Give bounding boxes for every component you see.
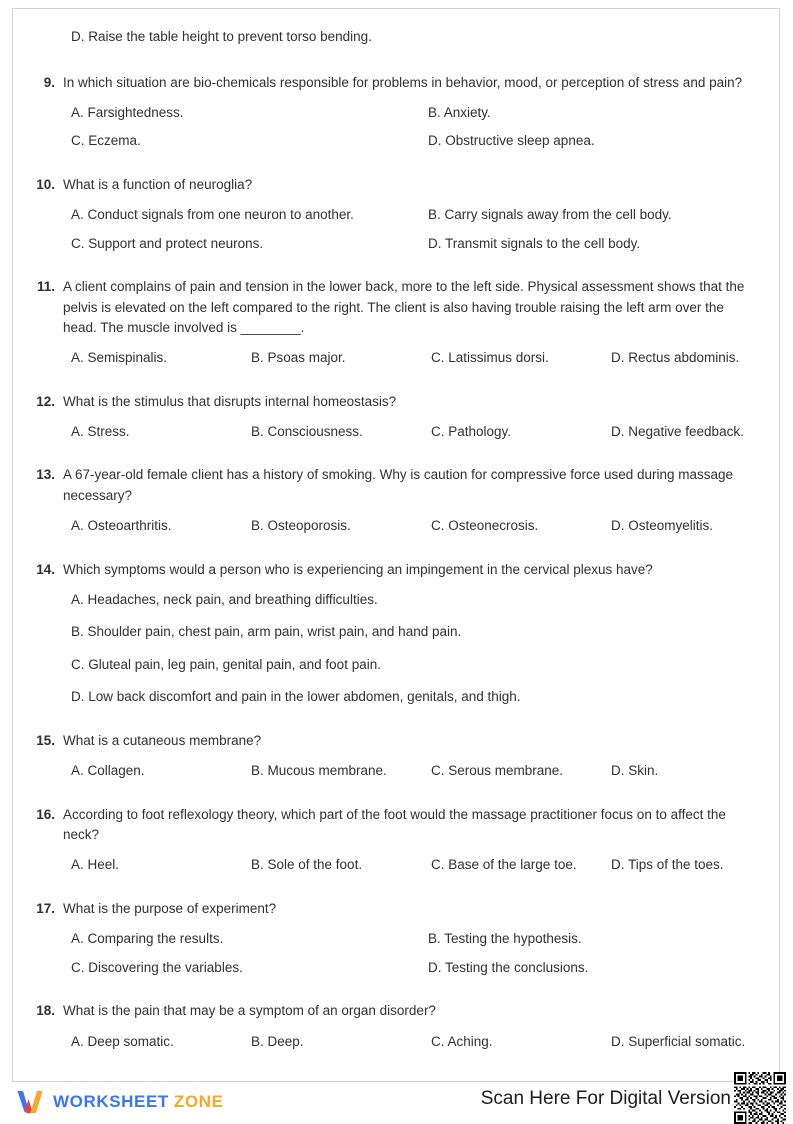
answer-option[interactable]: D. Skin. — [611, 763, 659, 779]
question-header — [35, 175, 757, 195]
answer-options — [35, 855, 757, 875]
answer-option[interactable]: A. Farsightedness. — [71, 104, 184, 120]
question-header — [35, 1001, 757, 1021]
question-header — [35, 731, 757, 751]
question-block — [35, 731, 757, 781]
answer-option[interactable]: A. Semispinalis. — [71, 350, 168, 366]
logo-text-zone: ZONE — [173, 1092, 224, 1111]
answer-option[interactable]: C. Support and protect neurons. — [71, 235, 264, 251]
question-text: What is a cutaneous membrane? — [63, 733, 262, 748]
question-block — [35, 175, 757, 253]
question-header — [35, 560, 757, 580]
page-footer — [0, 1082, 793, 1122]
question-number: 14. — [36, 561, 55, 577]
answer-option[interactable]: B. Testing the hypothesis. — [428, 931, 582, 947]
answer-option-row — [71, 516, 757, 536]
question-header — [35, 392, 757, 412]
question-text: In which situation are bio-chemicals responsible for problems in behavior, mood, or perception of stress and pain? — [63, 74, 743, 90]
answer-options — [35, 929, 757, 977]
qr-code-icon[interactable] — [734, 1072, 786, 1124]
question-text: A client complains of pain and tension in the lower back, more to the left side. Physical assessment shows that the pelvis is elevated on the left compared to the right. The client is also having trouble raising the left arm over the head. The muscle involved is ________. — [63, 279, 745, 335]
answer-option-row — [71, 205, 757, 225]
answer-option-row — [71, 234, 757, 254]
answer-option[interactable]: B. Consciousness. — [251, 423, 363, 439]
answer-option[interactable]: C. Pathology. — [431, 423, 512, 439]
answer-option[interactable]: A. Stress. — [71, 423, 130, 439]
answer-option[interactable]: B. Sole of the foot. — [251, 857, 363, 873]
answer-option[interactable]: C. Serous membrane. — [431, 763, 564, 779]
answer-option[interactable]: A. Collagen. — [71, 763, 145, 779]
answer-option-row — [71, 687, 757, 707]
answer-option-row — [71, 348, 757, 368]
answer-option[interactable]: B. Carry signals away from the cell body. — [428, 207, 672, 223]
question-block — [35, 560, 757, 708]
question-number: 11. — [36, 279, 55, 295]
question-text: A 67-year-old female client has a history of smoking. Why is caution for compressive force used during massage necessary? — [63, 467, 734, 503]
answer-option[interactable]: C. Base of the large toe. — [431, 857, 577, 873]
answer-option[interactable]: C. Latissimus dorsi. — [431, 350, 549, 366]
answer-options — [35, 348, 757, 368]
answer-option-row — [71, 958, 757, 978]
question-block — [35, 805, 757, 875]
question-header — [35, 73, 757, 93]
question-number: 9. — [43, 74, 55, 90]
answer-option-row — [71, 103, 757, 123]
worksheet-zone-logo[interactable] — [16, 1086, 224, 1118]
answer-option[interactable]: A. Deep somatic. — [71, 1033, 174, 1049]
worksheet-page — [12, 8, 780, 1082]
question-block — [35, 392, 757, 442]
question-block — [35, 1001, 757, 1051]
answer-option[interactable]: B. Osteoporosis. — [251, 517, 351, 533]
answer-option[interactable]: D. Low back discomfort and pain in the lower abdomen, genitals, and thigh. — [71, 689, 521, 705]
question-number: 13. — [36, 467, 55, 483]
question-block — [35, 899, 757, 977]
answer-option[interactable]: B. Mucous membrane. — [251, 763, 387, 779]
question-number: 15. — [36, 733, 55, 748]
answer-option[interactable]: B. Deep. — [251, 1033, 304, 1049]
answer-option[interactable]: A. Conduct signals from one neuron to another. — [71, 207, 354, 223]
worksheet-content — [13, 9, 779, 1061]
answer-option[interactable]: A. Heel. — [71, 857, 120, 873]
question-block — [35, 465, 757, 535]
question-header — [35, 805, 757, 846]
question-header — [35, 277, 757, 338]
answer-option[interactable]: D. Tips of the toes. — [611, 857, 724, 873]
orphan-option-d: D. Raise the table height to prevent torso bending. — [71, 29, 372, 44]
answer-option-row — [71, 761, 757, 781]
answer-option[interactable]: C. Osteonecrosis. — [431, 517, 539, 533]
answer-option[interactable]: D. Osteomyelitis. — [611, 517, 714, 533]
answer-options — [35, 422, 757, 442]
answer-options — [35, 590, 757, 707]
question-number: 12. — [36, 393, 55, 409]
answer-option[interactable]: A. Osteoarthritis. — [71, 517, 172, 533]
answer-option-row — [71, 655, 757, 675]
answer-option-row — [71, 422, 757, 442]
question-number: 16. — [36, 806, 55, 822]
logo-text-worksheet: WORKSHEET — [53, 1092, 169, 1111]
answer-option[interactable]: C. Eczema. — [71, 133, 141, 149]
questions-list — [35, 73, 757, 1052]
answer-options — [35, 205, 757, 253]
answer-options — [35, 103, 757, 151]
answer-option[interactable]: D. Obstructive sleep apnea. — [428, 133, 595, 149]
answer-option-row — [71, 622, 757, 642]
question-number: 10. — [36, 176, 55, 192]
answer-option-row — [71, 590, 757, 610]
question-text: What is the purpose of experiment? — [63, 900, 277, 916]
question-block — [35, 73, 757, 151]
scan-prompt-text: Scan Here For Digital Version — [480, 1088, 731, 1109]
answer-option-row — [71, 929, 757, 949]
question-text: What is the pain that may be a symptom of an organ disorder? — [63, 1003, 436, 1019]
answer-option[interactable]: A. Headaches, neck pain, and breathing difficulties. — [71, 591, 378, 607]
answer-option-row — [71, 855, 757, 875]
answer-options — [35, 1032, 757, 1052]
answer-options — [35, 761, 757, 781]
answer-option[interactable]: D. Rectus abdominis. — [611, 350, 740, 366]
question-text: What is a function of neuroglia? — [63, 176, 253, 192]
question-header — [35, 465, 757, 506]
question-block — [35, 277, 757, 367]
answer-option[interactable]: D. Transmit signals to the cell body. — [428, 235, 641, 251]
answer-option-row — [71, 1032, 757, 1052]
answer-option[interactable]: C. Discovering the variables. — [71, 959, 243, 975]
question-header — [35, 899, 757, 919]
answer-option[interactable]: D. Superficial somatic. — [611, 1033, 746, 1049]
answer-option[interactable]: B. Shoulder pain, chest pain, arm pain, wrist pain, and hand pain. — [71, 624, 462, 640]
answer-option[interactable]: C. Aching. — [431, 1033, 493, 1049]
answer-options — [35, 516, 757, 536]
answer-option[interactable]: C. Gluteal pain, leg pain, genital pain, and foot pain. — [71, 656, 381, 672]
answer-option[interactable]: B. Anxiety. — [428, 104, 491, 120]
question-text: Which symptoms would a person who is experiencing an impingement in the cervical plexus have? — [63, 561, 653, 577]
question-number: 17. — [36, 900, 55, 916]
answer-option[interactable]: A. Comparing the results. — [71, 931, 224, 947]
answer-option[interactable]: D. Negative feedback. — [611, 423, 744, 439]
answer-option[interactable]: B. Psoas major. — [251, 350, 346, 366]
question-text: According to foot reflexology theory, which part of the foot would the massage practitioner focus on to affect the neck? — [63, 806, 726, 843]
question-number: 18. — [36, 1003, 55, 1019]
question-text: What is the stimulus that disrupts internal homeostasis? — [63, 393, 397, 409]
worksheet-zone-logo-icon — [16, 1089, 46, 1115]
answer-option-row — [71, 131, 757, 151]
answer-option[interactable]: D. Testing the conclusions. — [428, 959, 589, 975]
